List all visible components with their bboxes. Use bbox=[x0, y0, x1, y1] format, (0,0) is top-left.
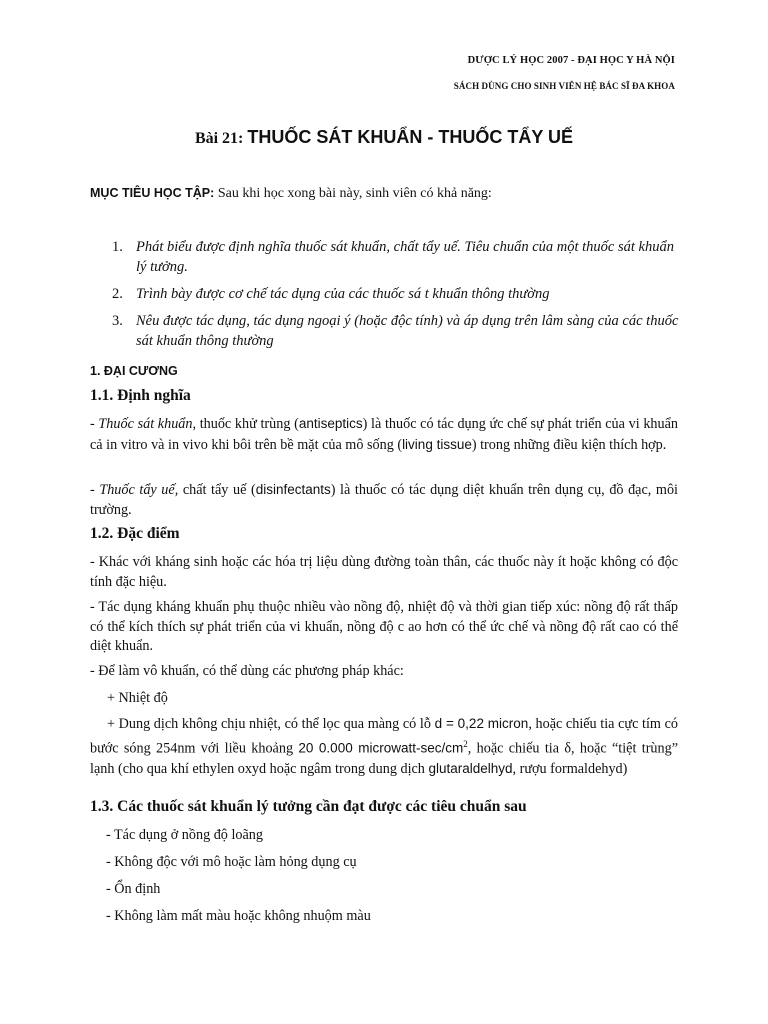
list-item: - Ổn định bbox=[106, 881, 161, 897]
lesson-label: Bài 21: bbox=[194, 130, 244, 147]
objective-text: Trình bày được cơ chế tác dụng của các thuốc sá t khuẩn thông thường bbox=[136, 286, 550, 302]
list-item: - Tác dụng ở nồng độ loãng bbox=[106, 827, 263, 843]
objectives-intro-text: Sau khi học xong bài này, sinh viên có khả năng: bbox=[217, 186, 492, 201]
term-antiseptic: Thuốc sát khuẩn bbox=[98, 416, 193, 432]
list-item: - Không độc với mô hoặc làm hỏng dụng cụ bbox=[106, 854, 357, 870]
text: ) trong những điều kiện thích hợp. bbox=[471, 436, 667, 453]
text: , rượu formaldehyd) bbox=[512, 760, 628, 777]
objective-number: 3. bbox=[112, 313, 123, 329]
term-en: living tissue bbox=[402, 436, 472, 452]
objective-text: Phát biểu được định nghĩa thuốc sát khuẩn, chất tẩy uế. Tiêu chuẩn của một thuốc sát khuẩn lý tưởng. bbox=[136, 239, 674, 275]
objective-number: 1. bbox=[112, 239, 123, 255]
paragraph-disinfectants: - Thuốc tẩy uế, chất tẩy uế (disinfectants) là thuốc có tác dụng diệt khuẩn trên dụng cụ, đồ đạc, môi trường. bbox=[90, 482, 678, 518]
term-disinfectant: Thuốc tẩy uế, bbox=[99, 482, 179, 498]
text: glutaraldelhyd bbox=[428, 760, 513, 776]
text: , hoặc chiếu tia cực tím có bước sóng 254nm với liều khoảng bbox=[90, 716, 678, 757]
lesson-main-title: THUỐC SÁT KHUẨN - THUỐC TẨY UẾ bbox=[247, 127, 574, 147]
objective-text: Nêu được tác dụng, tác dụng ngoại ý (hoặc độc tính) và áp dụng trên lâm sàng của các thuốc sát khuẩn thông thường bbox=[136, 313, 679, 349]
text: ) là thuốc có tác dụng diệt khuẩn trên dụng cụ, đồ đạc, môi trường. bbox=[90, 482, 678, 518]
header-line-2: SÁCH DÙNG CHO SINH VIÊN HỆ BÁC SĨ ĐA KHOA bbox=[453, 81, 675, 91]
subsection-heading-definition: 1.1. Định nghĩa bbox=[90, 387, 191, 404]
term-en: disinfectants bbox=[255, 482, 331, 497]
header-line-1: DƯỢC LÝ HỌC 2007 - ĐẠI HỌC Y HÀ NỘI bbox=[467, 55, 675, 66]
objectives-intro bbox=[90, 186, 492, 202]
text: d = 0,22 micron bbox=[434, 716, 529, 731]
paragraph-features-2: - Tác dụng kháng khuẩn phụ thuộc nhiều vào nồng độ, nhiệt độ và thời gian tiếp xúc: nồng độ rất thấp có thể kích thích sự phát triển của vi khuẩn, nồng độ c ao hơn có thể ức chế và nồng độ rất cao có thể diệt khuẩn. bbox=[90, 599, 678, 654]
paragraph-features-1: - Khác với kháng sinh hoặc các hóa trị liệu dùng đường toàn thân, các thuốc này ít hoặc không có độc tính đặc hiệu. bbox=[90, 554, 678, 590]
superscript: 2 bbox=[463, 738, 468, 749]
text: ) là thuốc có tác dụng ức chế sự phát triển của vi khuẩn cả in vitro và in vivo khi bôi trên bề mặt của mô sống ( bbox=[90, 416, 678, 453]
text: + Dung dịch không chịu nhiệt, có thể lọc qua màng có lỗ bbox=[107, 716, 435, 732]
objective-item bbox=[112, 237, 682, 277]
subsection-heading-ideal-criteria: 1.3. Các thuốc sát khuẩn lý tưởng cần đạt được các tiêu chuẩn sau bbox=[90, 798, 527, 815]
paragraph-features-4: + Nhiệt độ bbox=[107, 690, 168, 706]
objectives-list bbox=[112, 237, 682, 358]
objective-item bbox=[112, 311, 682, 351]
section-heading: 1. ĐẠI CƯƠNG bbox=[90, 364, 178, 378]
text: , thuốc khử trùng ( bbox=[192, 416, 299, 432]
objective-item bbox=[112, 284, 682, 304]
list-item: - Không làm mất màu hoặc không nhuộm màu bbox=[106, 908, 371, 924]
term-en: antiseptics bbox=[298, 416, 363, 431]
text: , hoặc chiếu tia δ, hoặc “tiệt trùng” lạnh (cho qua khí ethylen oxyd hoặc ngâm trong dung dịch bbox=[90, 740, 679, 777]
text: chất tẩy uế ( bbox=[178, 482, 256, 498]
lesson-title bbox=[0, 127, 768, 148]
objective-number: 2. bbox=[112, 286, 123, 302]
paragraph-features-5 bbox=[90, 714, 678, 779]
paragraph-antiseptics: - Thuốc sát khuẩn, thuốc khử trùng (antiseptics) là thuốc có tác dụng ức chế sự phát triển của vi khuẩn cả in vitro và in vivo khi bôi trên bề mặt của mô sống (living tissue) trong những điều kiện thích hợp. bbox=[90, 416, 678, 453]
text: 20 0.000 microwatt-sec/cm bbox=[298, 740, 464, 756]
objectives-heading: MỤC TIÊU HỌC TẬP: bbox=[90, 186, 215, 200]
subsection-heading-features: 1.2. Đặc điểm bbox=[90, 525, 180, 542]
paragraph-features-3: - Để làm vô khuẩn, có thể dùng các phương pháp khác: bbox=[90, 663, 404, 679]
